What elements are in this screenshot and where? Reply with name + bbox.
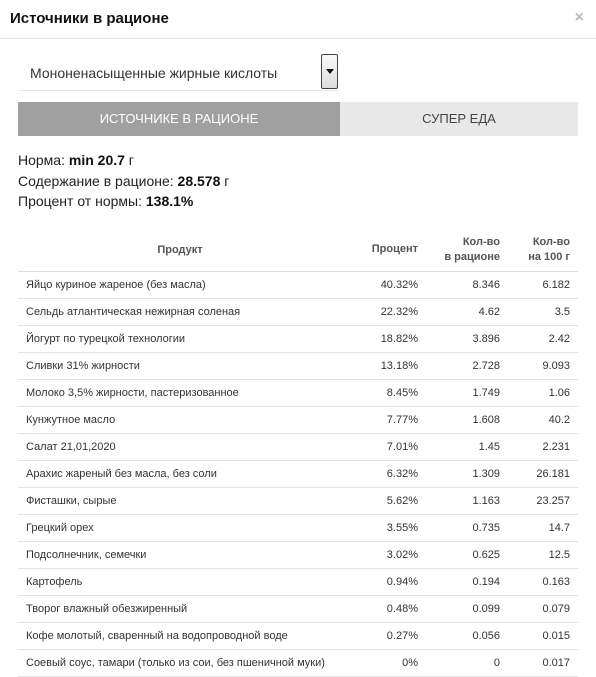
- nutrient-select[interactable]: [18, 54, 338, 91]
- product-amount: 0.625: [426, 542, 508, 569]
- product-amount: 2.728: [426, 353, 508, 380]
- product-amount: 1.608: [426, 407, 508, 434]
- norm-label: Норма:: [18, 152, 65, 168]
- table-row: [18, 569, 578, 596]
- product-percent: 5.62%: [342, 488, 426, 515]
- product-name: Сливки 31% жирности: [18, 353, 342, 380]
- percent-value: 138.1%: [145, 193, 194, 209]
- percent-line: [18, 191, 229, 212]
- product-per100: 1.06: [508, 380, 578, 407]
- product-amount: 4.62: [426, 299, 508, 326]
- dialog-title: Источники в рационе: [10, 10, 169, 27]
- product-name: Йогурт по турецкой технологии: [18, 326, 342, 353]
- product-amount: 1.163: [426, 488, 508, 515]
- product-amount: 8.346: [426, 272, 508, 299]
- table-row: [18, 434, 578, 461]
- product-percent: 40.32%: [342, 272, 426, 299]
- product-name: Арахис жареный без масла, без соли: [18, 461, 342, 488]
- product-amount: 3.896: [426, 326, 508, 353]
- percent-label: Процент от нормы:: [18, 193, 142, 209]
- product-name: Соевый соус, тамари (только из сои, без пшеничной муки): [18, 650, 342, 677]
- product-per100: 0.163: [508, 569, 578, 596]
- product-name: Творог влажный обезжиренный: [18, 596, 342, 623]
- norm-line: [18, 150, 229, 171]
- product-per100: 0.079: [508, 596, 578, 623]
- table-row: [18, 272, 578, 299]
- header-per100-line2: на 100 г: [528, 250, 570, 263]
- product-amount: 0.056: [426, 623, 508, 650]
- header-amount-line1: Кол-во: [462, 235, 500, 248]
- content-value: 28.578: [177, 172, 221, 189]
- product-percent: 3.55%: [342, 515, 426, 542]
- table-row: [18, 596, 578, 623]
- norm-unit: г: [128, 152, 134, 168]
- product-amount: 1.309: [426, 461, 508, 488]
- chevron-down-icon: [326, 69, 334, 74]
- table-row: [18, 623, 578, 650]
- product-percent: 13.18%: [342, 353, 426, 380]
- product-amount: 1.749: [426, 380, 508, 407]
- product-name: Кофе молотый, сваренный на водопроводной воде: [18, 623, 342, 650]
- product-amount: 1.45: [426, 434, 508, 461]
- table-row: [18, 299, 578, 326]
- table-row: [18, 353, 578, 380]
- product-per100: 40.2: [508, 407, 578, 434]
- table-row: [18, 461, 578, 488]
- table-row: [18, 488, 578, 515]
- product-name: Яйцо куриное жареное (без масла): [18, 272, 342, 299]
- header-per100[interactable]: [508, 228, 578, 272]
- product-percent: 0.94%: [342, 569, 426, 596]
- table-row: [18, 542, 578, 569]
- product-percent: 6.32%: [342, 461, 426, 488]
- header-per100-line1: Кол-во: [532, 235, 570, 248]
- content-line: [18, 171, 229, 192]
- product-per100: 6.182: [508, 272, 578, 299]
- nutrient-select-value: Мононенасыщенные жирные кислоты: [30, 65, 278, 81]
- header-percent[interactable]: Процент: [342, 228, 426, 272]
- product-amount: 0.735: [426, 515, 508, 542]
- product-name: Грецкий орех: [18, 515, 342, 542]
- summary: [18, 150, 229, 212]
- product-name: Картофель: [18, 569, 342, 596]
- product-percent: 7.77%: [342, 407, 426, 434]
- product-per100: 2.42: [508, 326, 578, 353]
- table-row: [18, 326, 578, 353]
- tab-bar: [18, 102, 578, 136]
- product-per100: 12.5: [508, 542, 578, 569]
- product-name: Фисташки, сырые: [18, 488, 342, 515]
- dialog-header: [0, 0, 596, 39]
- dropdown-button[interactable]: [321, 54, 338, 89]
- product-per100: 14.7: [508, 515, 578, 542]
- product-percent: 22.32%: [342, 299, 426, 326]
- product-percent: 3.02%: [342, 542, 426, 569]
- header-amount-line2: в рационе: [444, 250, 500, 263]
- product-per100: 9.093: [508, 353, 578, 380]
- table-header-row: [18, 228, 578, 272]
- product-percent: 7.01%: [342, 434, 426, 461]
- product-per100: 2.231: [508, 434, 578, 461]
- product-percent: 0.27%: [342, 623, 426, 650]
- header-product[interactable]: Продукт: [18, 228, 342, 272]
- tab-super-food[interactable]: СУПЕР ЕДА: [340, 102, 578, 136]
- content-label: Содержание в рационе:: [18, 172, 174, 189]
- table-row: [18, 650, 578, 677]
- table-row: [18, 407, 578, 434]
- product-per100: 26.181: [508, 461, 578, 488]
- content-unit: г: [224, 172, 230, 189]
- product-percent: 8.45%: [342, 380, 426, 407]
- product-name: Кунжутное масло: [18, 407, 342, 434]
- sources-table: [18, 228, 578, 677]
- product-name: Подсолнечник, семечки: [18, 542, 342, 569]
- product-percent: 0%: [342, 650, 426, 677]
- product-amount: 0.099: [426, 596, 508, 623]
- product-amount: 0: [426, 650, 508, 677]
- product-percent: 0.48%: [342, 596, 426, 623]
- header-amount[interactable]: [426, 228, 508, 272]
- product-amount: 0.194: [426, 569, 508, 596]
- product-name: Молоко 3,5% жирности, пастеризованное: [18, 380, 342, 407]
- product-name: Сельдь атлантическая нежирная соленая: [18, 299, 342, 326]
- product-per100: 0.017: [508, 650, 578, 677]
- product-name: Салат 21,01,2020: [18, 434, 342, 461]
- tab-sources[interactable]: ИСТОЧНИКЕ В РАЦИОНЕ: [18, 102, 340, 136]
- table-row: [18, 380, 578, 407]
- table-row: [18, 515, 578, 542]
- product-per100: 3.5: [508, 299, 578, 326]
- product-percent: 18.82%: [342, 326, 426, 353]
- norm-value: min 20.7: [68, 152, 125, 168]
- product-per100: 23.257: [508, 488, 578, 515]
- product-per100: 0.015: [508, 623, 578, 650]
- close-icon[interactable]: ×: [574, 9, 584, 26]
